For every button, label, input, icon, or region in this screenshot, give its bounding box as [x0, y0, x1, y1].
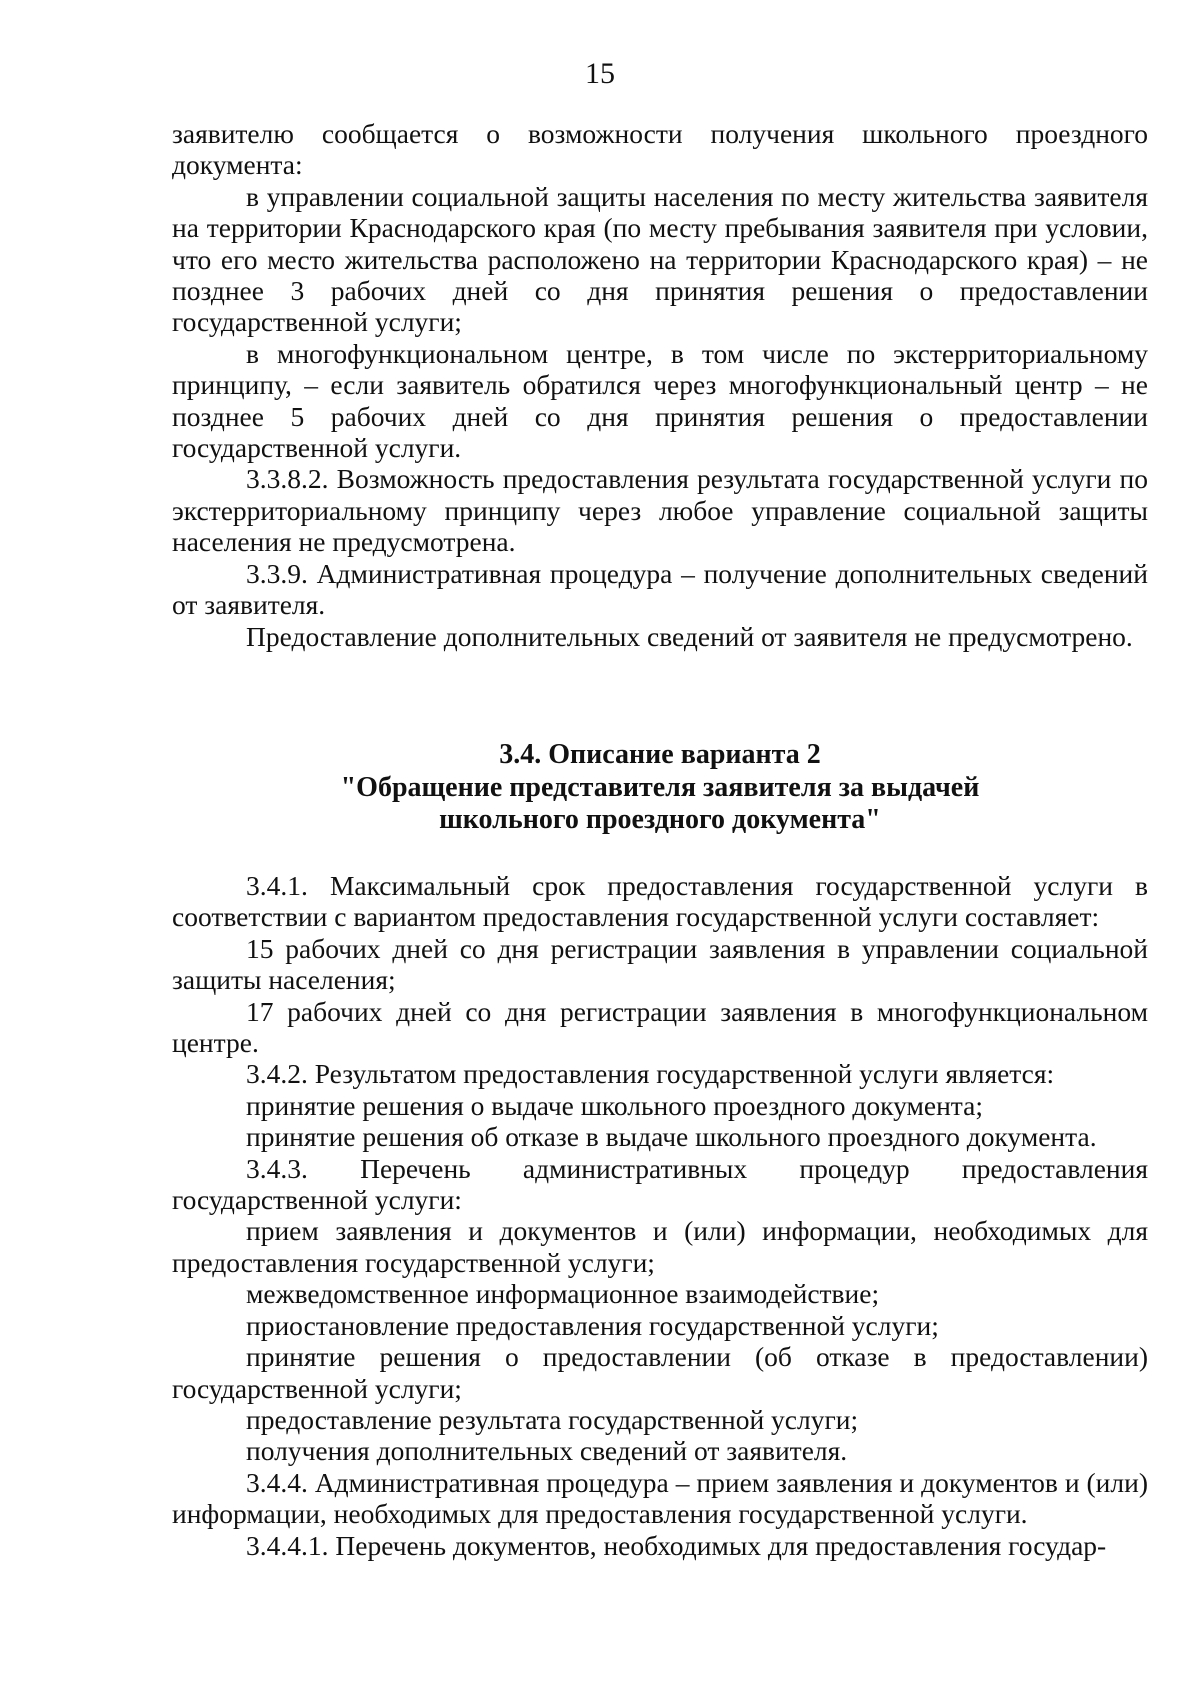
paragraph: в многофункциональном центре, в том числе по экстерриториальному принципу, – если заявитель обратился через многофункциональный центр – не позднее 5 рабочих дней со дня принятия решения о предоставлении государственной услуги. — [172, 337, 1148, 464]
paragraph: приостановление предоставления государственной услуги; — [246, 1309, 939, 1341]
heading-line: 3.4. Описание варианта 2 — [499, 739, 821, 770]
paragraph: 3.3.8.2. Возможность предоставления результата государственной услуги по экстерриториальному принципу через любое управление социальной защиты населения не предусмотрена. — [172, 463, 1148, 558]
paragraph: 3.4.4.1. Перечень документов, необходимых для предоставления государ- — [246, 1529, 1107, 1561]
paragraph: Предоставление дополнительных сведений от заявителя не предусмотрено. — [246, 620, 1133, 652]
paragraph: прием заявления и документов и (или) информации, необходимых для предоставления государственной услуги; — [172, 1215, 1148, 1278]
text-section-top — [172, 118, 1148, 652]
paragraph: принятие решения о выдаче школьного проездного документа; — [246, 1089, 983, 1121]
heading-line: школьного проездного документа" — [439, 804, 881, 835]
paragraph: принятие решения о предоставлении (об отказе в предоставлении) государственной услуги; — [172, 1341, 1148, 1404]
paragraph: в управлении социальной защиты населения по месту жительства заявителя на территории Краснодарского края (по месту пребывания заявителя при условии, что его место жительства расположено на территории Краснодарского края) – не позднее 3 рабочих дней со дня принятия решения о предоставлении государственной услуги; — [172, 180, 1148, 338]
paragraph: принятие решения об отказе в выдаче школьного проездного документа. — [246, 1121, 1097, 1153]
paragraph: 3.4.2. Результатом предоставления государственной услуги является: — [246, 1058, 1055, 1090]
paragraph: 3.3.9. Административная процедура – получение дополнительных сведений от заявителя. — [172, 557, 1148, 621]
text-section-bottom — [172, 870, 1148, 1561]
paragraph: 15 рабочих дней со дня регистрации заявления в управлении социальной защиты населения; — [172, 932, 1148, 996]
paragraph: 3.4.3. Перечень административных процедур предоставления государственной услуги: — [172, 1152, 1148, 1216]
paragraph: межведомственное информационное взаимодействие; — [246, 1278, 880, 1310]
page-number: 15 — [585, 57, 615, 90]
paragraph: 3.4.1. Максимальный срок предоставления государственной услуги в соответствии с вариантом предоставления государственной услуги составляет: — [172, 870, 1148, 933]
paragraph: получения дополнительных сведений от заявителя. — [246, 1435, 848, 1467]
paragraph: заявителю сообщается о возможности получения школьного проездного документа: — [172, 118, 1148, 181]
heading-line: "Обращение представителя заявителя за выдачей — [340, 771, 980, 803]
paragraph: предоставление результата государственной услуги; — [246, 1403, 859, 1435]
section-heading — [172, 739, 1148, 837]
paragraph: 3.4.4. Административная процедура – прием заявления и документов и (или) информации, необходимых для предоставления государственной услуги. — [172, 1466, 1148, 1530]
paragraph: 17 рабочих дней со дня регистрации заявления в многофункциональном центре. — [172, 995, 1148, 1059]
